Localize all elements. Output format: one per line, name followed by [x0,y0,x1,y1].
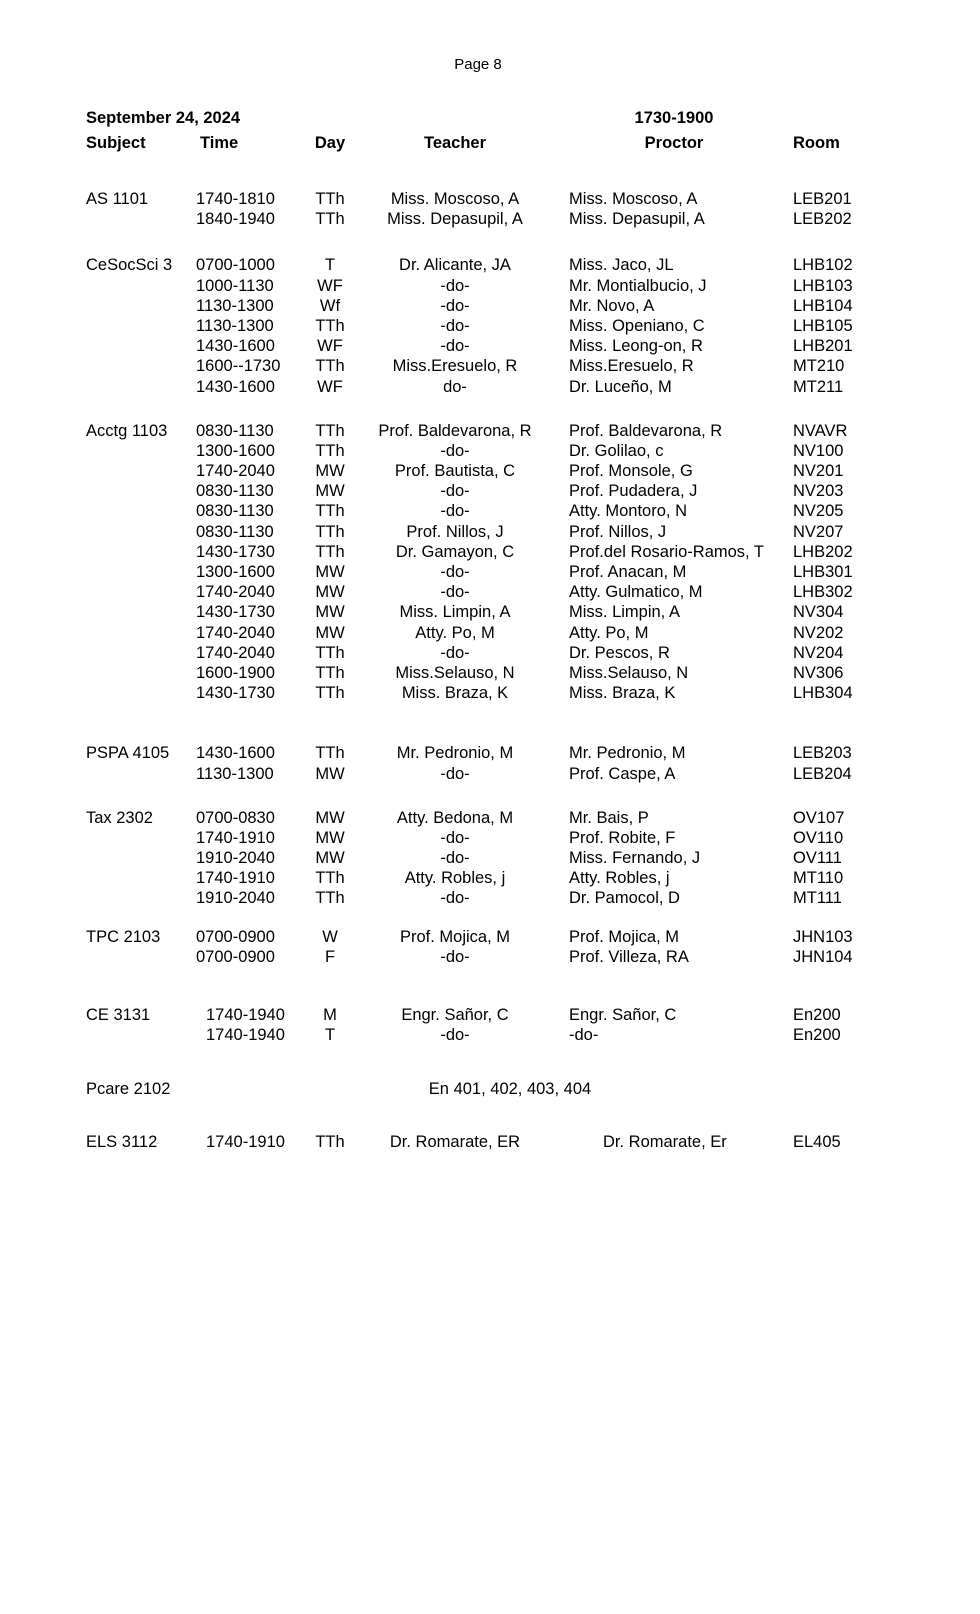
exam-time: 1130-1300 [196,316,274,335]
schedule-group [0,743,980,783]
room-code: LEB201 [793,190,852,208]
proctor-name: Atty. Montoro, N [569,502,687,521]
column-header-subject: Subject [86,134,146,152]
proctor-name: Prof. Pudadera, J [569,482,698,501]
exam-time: 0700-1000 [196,256,275,275]
room-code: LHB202 [793,542,853,561]
page-number: Page 8 [454,56,502,73]
teacher-name: -do- [440,828,470,847]
exam-day: TTh [315,542,345,561]
teacher-name: Prof. Mojica, M [399,927,511,946]
exam-time: 1430-1600 [196,744,275,763]
exam-day: MW [315,563,345,581]
exam-day: MW [315,603,345,622]
table-row [0,316,980,336]
exam-day: TTh [315,210,345,229]
group-spacer [0,229,980,255]
table-row [0,1132,980,1152]
table-row [0,868,980,888]
table-row [0,421,980,441]
teacher-name: Prof. Bautista, C [394,462,516,481]
column-header-row [0,132,980,156]
exam-time: 1600-1900 [196,663,275,682]
exam-time: 1740-1910 [196,869,275,888]
table-row [0,947,980,967]
room-code: NV306 [793,663,844,682]
room-code: LEB203 [793,744,852,763]
proctor-name: Mr. Montialbucio, J [569,276,707,295]
exam-day: F [324,947,336,966]
table-row [0,522,980,542]
group-note: En 401, 402, 403, 404 [428,1080,592,1099]
teacher-name: Miss. Depasupil, A [387,210,523,229]
exam-day: T [324,1026,336,1045]
exam-day: TTh [315,502,345,521]
room-code: LHB201 [793,337,853,356]
proctor-name: Dr. Golilao, c [569,441,664,460]
schedule-date: September 24, 2024 [86,109,241,127]
exam-time: 1740-1910 [206,1132,285,1151]
teacher-name: Dr. Romarate, ER [389,1132,521,1151]
teacher-name: -do- [440,337,470,356]
exam-day: MW [315,583,345,602]
subject-code: ELS 3112 [86,1132,158,1151]
table-row [0,623,980,643]
exam-time: 1430-1730 [196,542,275,561]
proctor-name: Miss. Braza, K [569,684,676,703]
proctor-name: Atty. Gulmatico, M [569,583,703,602]
room-code: MT111 [793,889,842,908]
exam-time: 1740-2040 [196,583,275,602]
room-code: MT110 [793,869,844,888]
teacher-name: Atty. Robles, j [404,869,506,888]
table-row [0,683,980,703]
table-row [0,1079,980,1099]
teacher-name: Dr. Gamayon, C [395,542,515,561]
proctor-name: Atty. Robles, j [569,869,670,888]
schedule-group [0,1005,980,1045]
proctor-name: Prof. Mojica, M [569,927,680,946]
exam-day: Wf [319,296,341,315]
exam-time: 1300-1600 [196,441,275,460]
sheet-header-top [0,108,980,132]
room-code: LEB202 [793,210,852,229]
exam-day: TTh [315,190,345,208]
proctor-name: Mr. Novo, A [569,296,655,315]
table-row [0,377,980,397]
proctor-name: Mr. Bais, P [569,808,649,827]
proctor-name: Prof. Caspe, A [569,764,676,783]
room-code: OV107 [793,808,845,827]
exam-time: 1130-1300 [196,764,274,783]
table-row [0,336,980,356]
room-code: LHB104 [793,296,853,315]
group-spacer [0,1045,980,1079]
subject-code: PSPA 4105 [86,744,170,763]
proctor-name: Atty. Po, M [569,623,649,642]
exam-time: 0700-0830 [196,808,275,827]
room-code: MT211 [793,377,844,396]
exam-time: 1600--1730 [196,357,281,376]
schedule-group [0,1132,980,1152]
schedule-group [0,255,980,396]
proctor-name: Prof. Villeza, RA [569,947,689,966]
exam-day: TTh [315,889,345,908]
exam-time: 0700-0900 [196,947,275,966]
table-row [0,562,980,582]
room-code: LHB102 [793,256,853,275]
exam-day: MW [315,623,345,642]
exam-time: 0830-1130 [196,502,274,521]
proctor-name: Prof. Robite, F [569,828,676,847]
schedule-group [0,189,980,229]
exam-day: TTh [315,441,345,460]
group-spacer [0,909,980,927]
table-row [0,888,980,908]
exam-day: TTh [315,316,345,335]
exam-day: WF [317,377,343,396]
proctor-name: Prof. Monsole, G [569,462,693,481]
subject-code: Acctg 1103 [86,421,168,440]
room-code: NV204 [793,643,844,662]
table-row [0,461,980,481]
schedule-group [0,927,980,967]
room-code: NV202 [793,623,844,642]
room-code: NV201 [793,462,844,481]
teacher-name: -do- [440,441,470,460]
exam-time: 1740-1910 [196,828,275,847]
room-code: LHB105 [793,316,853,335]
teacher-name: -do- [440,276,470,295]
exam-time: 0830-1130 [196,421,274,440]
subject-code: TPC 2103 [86,927,161,946]
teacher-name: Dr. Alicante, JA [399,256,511,275]
proctor-name: Miss.Selauso, N [569,663,689,682]
room-code: OV110 [793,828,844,847]
exam-day: MW [315,849,345,868]
table-row [0,828,980,848]
table-row [0,927,980,947]
exam-day: TTh [315,357,345,376]
teacher-name: Atty. Bedona, M [396,808,514,827]
exam-time: 0830-1130 [196,482,274,501]
room-code: NVAVR [793,421,848,440]
table-row [0,276,980,296]
exam-time: 1840-1940 [196,210,275,229]
teacher-name: Miss.Eresuelo, R [392,357,518,376]
table-row [0,1005,980,1025]
table-row [0,764,980,784]
exam-day: MW [315,462,345,481]
exam-day: TTh [315,869,345,888]
room-code: En200 [793,1026,841,1045]
teacher-name: -do- [440,296,470,315]
exam-day: T [324,256,336,275]
exam-day: W [322,927,338,946]
room-code: NV100 [793,441,844,460]
group-spacer [0,784,980,808]
subject-code: CeSocSci 3 [86,256,173,275]
proctor-name: Prof. Baldevarona, R [569,421,723,440]
group-spacer [0,397,980,421]
exam-day: TTh [315,421,345,440]
room-code: JHN104 [793,947,853,966]
table-row [0,441,980,461]
room-code: MT210 [793,357,845,376]
table-row [0,542,980,562]
column-header-teacher: Teacher [423,134,487,152]
proctor-name: Miss. Jaco, JL [569,256,674,275]
room-code: EL405 [793,1132,841,1151]
schedule-group [0,421,980,704]
room-code: LEB204 [793,764,852,783]
exam-time: 1740-2040 [196,623,275,642]
table-row [0,743,980,763]
teacher-name: Mr. Pedronio, M [396,744,514,763]
teacher-name: Miss. Braza, K [401,684,509,703]
table-row [0,501,980,521]
table-row [0,356,980,376]
proctor-name: Mr. Pedronio, M [569,744,686,763]
room-code: LHB301 [793,563,853,581]
exam-day: MW [315,828,345,847]
table-row [0,296,980,316]
exam-day: TTh [315,684,345,703]
exam-day: TTh [315,663,345,682]
exam-day: TTh [315,744,345,763]
teacher-name: -do- [440,849,470,868]
teacher-name: Prof. Nillos, J [406,522,504,541]
exam-time: 1430-1730 [196,684,275,703]
teacher-name: do- [443,377,467,396]
exam-day: WF [317,337,343,356]
exam-time: 1740-1940 [206,1026,285,1045]
proctor-name: Miss. Moscoso, A [569,190,698,208]
teacher-name: -do- [440,583,470,602]
column-header-time: Time [200,134,239,152]
teacher-name: -do- [440,643,470,662]
room-code: LHB304 [793,684,853,703]
schedule-sheet [0,108,980,1152]
proctor-name: Prof. Nillos, J [569,522,667,541]
proctor-name: Engr. Sañor, C [569,1006,677,1024]
teacher-name: Miss. Moscoso, A [390,190,520,208]
subject-code: Tax 2302 [86,808,153,827]
table-row [0,255,980,275]
exam-time: 1740-2040 [196,643,275,662]
exam-time: 1740-2040 [196,462,275,481]
exam-time: 1740-1940 [206,1006,285,1024]
table-row [0,848,980,868]
proctor-name: Miss.Eresuelo, R [569,357,694,376]
column-header-room: Room [793,134,840,152]
teacher-name: Atty. Po, M [415,623,495,642]
schedule-groups [0,156,980,1152]
time-window-label: 1730-1900 [634,109,714,127]
group-spacer [0,156,980,189]
group-spacer [0,967,980,1005]
proctor-name: Miss. Limpin, A [569,603,680,622]
schedule-group [0,1079,980,1099]
proctor-name: Miss. Fernando, J [569,849,701,868]
room-code: NV205 [793,502,844,521]
teacher-name: -do- [440,947,470,966]
proctor-name: Prof.del Rosario-Ramos, T [569,542,765,561]
table-row [0,1025,980,1045]
exam-day: MW [315,808,345,827]
exam-time: 1300-1600 [196,563,275,581]
teacher-name: -do- [440,1026,470,1045]
exam-day: TTh [315,522,345,541]
group-spacer [0,1100,980,1132]
proctor-name: -do- [569,1026,599,1045]
teacher-name: -do- [440,482,470,501]
teacher-name: -do- [440,563,470,581]
exam-day: TTh [315,643,345,662]
exam-time: 0700-0900 [196,927,275,946]
exam-time: 0830-1130 [196,522,274,541]
room-code: JHN103 [793,927,853,946]
room-code: LHB302 [793,583,853,602]
exam-time: 1430-1730 [196,603,275,622]
exam-time: 1430-1600 [196,377,275,396]
exam-time: 1130-1300 [196,296,274,315]
table-row [0,808,980,828]
exam-time: 1910-2040 [196,849,275,868]
exam-day: MW [315,764,345,783]
table-row [0,602,980,622]
table-row [0,663,980,683]
table-row [0,189,980,209]
room-code: OV111 [793,849,842,868]
proctor-name: Dr. Romarate, Er [603,1132,727,1151]
subject-code: CE 3131 [86,1006,151,1024]
group-spacer [0,703,980,743]
proctor-name: Miss. Leong-on, R [569,337,703,356]
schedule-group [0,808,980,909]
exam-day: MW [315,482,345,501]
table-row [0,643,980,663]
room-code: En200 [793,1006,841,1024]
proctor-name: Prof. Anacan, M [569,563,687,581]
table-row [0,209,980,229]
subject-code: Pcare 2102 [86,1080,171,1099]
teacher-name: -do- [440,316,470,335]
teacher-name: -do- [440,764,470,783]
proctor-name: Dr. Pamocol, D [569,889,680,908]
exam-day: TTh [315,1132,345,1151]
exam-time: 1740-1810 [196,190,275,208]
teacher-name: Prof. Baldevarona, R [378,421,532,440]
teacher-name: -do- [440,889,470,908]
teacher-name: -do- [440,502,470,521]
exam-time: 1000-1130 [196,276,274,295]
proctor-name: Miss. Openiano, C [569,316,705,335]
teacher-name: Miss. Limpin, A [399,603,511,622]
teacher-name: Engr. Sañor, C [401,1006,509,1024]
column-header-proctor: Proctor [644,134,704,152]
table-row [0,481,980,501]
exam-time: 1910-2040 [196,889,275,908]
exam-time: 1430-1600 [196,337,275,356]
room-code: NV203 [793,482,844,501]
table-row [0,582,980,602]
subject-code: AS 1101 [86,190,149,208]
teacher-name: Miss.Selauso, N [395,663,515,682]
proctor-name: Miss. Depasupil, A [569,210,705,229]
proctor-name: Dr. Luceño, M [569,377,672,396]
proctor-name: Dr. Pescos, R [569,643,670,662]
column-header-day: Day [314,134,346,152]
room-code: NV304 [793,603,844,622]
room-code: NV207 [793,522,844,541]
room-code: LHB103 [793,276,853,295]
exam-day: WF [317,276,343,295]
exam-day: M [323,1006,337,1024]
